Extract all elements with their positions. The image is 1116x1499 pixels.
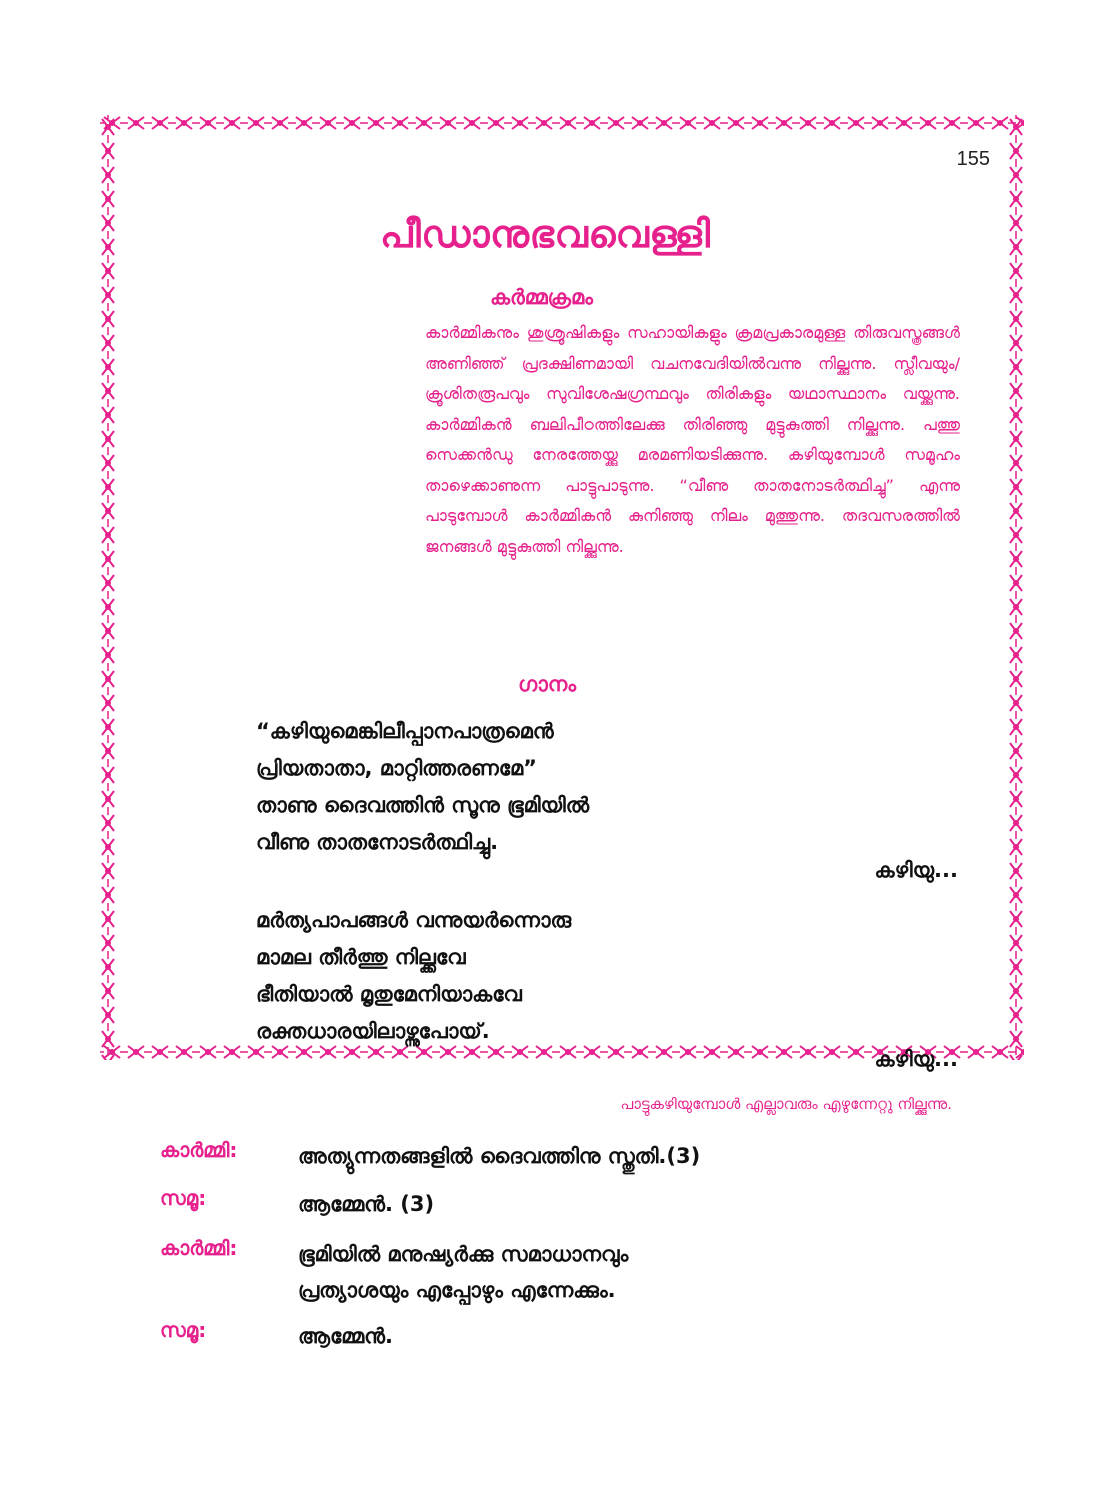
speech-text (298, 1186, 434, 1222)
verse-1 (256, 713, 856, 861)
verse-line: “കഴിയുമെങ്കിലീപ്പാനപാത്രമെൻ (256, 719, 554, 743)
speech-text (298, 1318, 393, 1354)
rubric-heading: കർമ്മക്രമം (490, 285, 593, 309)
speaker-label: കാർമ്മി: (160, 1138, 238, 1162)
verse-line: മർത്യപാപങ്ങൾ വന്നുയർന്നൊരു (256, 908, 572, 932)
verse-line: മാമല തീർത്തു നില്ക്കവേ (256, 945, 466, 969)
speech-line: ആമ്മേൻ. (3) (298, 1192, 435, 1216)
border-right (1008, 115, 1024, 1060)
verse-line: വീണു താതനോടർത്ഥിച്ചു. (256, 830, 499, 854)
border-top (100, 115, 1024, 131)
dialogue-row (160, 1138, 960, 1174)
dialogue-row (160, 1236, 960, 1308)
page-title: പീഡാനുഭവവെള്ളി (380, 212, 711, 256)
speaker-label: കാർമ്മി: (160, 1236, 238, 1260)
border-left (100, 115, 116, 1060)
speaker-label: സമൂ: (160, 1318, 207, 1342)
speech-text (298, 1236, 628, 1308)
speech-line: അത്യുന്നതങ്ങളിൽ ദൈവത്തിനു സ്തുതി.(3) (298, 1144, 701, 1168)
refrain-1: കഴിയു... (874, 858, 958, 882)
speaker-label: സമൂ: (160, 1186, 207, 1210)
speech-line: ആമ്മേൻ. (298, 1324, 394, 1348)
dialogue-row (160, 1318, 960, 1354)
speech-line: പ്രത്യാശയും എപ്പോഴും എന്നേക്കും. (298, 1278, 616, 1302)
verse-2 (256, 902, 856, 1050)
page-number: 155 (956, 148, 990, 170)
speech-text (298, 1138, 700, 1174)
refrain-2: കഴിയു... (874, 1047, 958, 1071)
verse-line: പ്രിയതാതാ, മാറ്റിത്തരണമേ” (256, 756, 537, 780)
speech-line: ഭൂമിയിൽ മനുഷ്യർക്കു സമാധാനവും (298, 1242, 629, 1266)
instruction-text: പാട്ടുകഴിയുമ്പോൾ എല്ലാവരും എഴുന്നേറ്റു നില്ക്കുന്നു. (620, 1095, 952, 1113)
verse-line: ഭീതിയാൽ മൃതുമേനിയാകവേ (256, 982, 522, 1006)
rubric-paragraph: കാർമ്മികനും ശുശ്രൂഷികളും സഹായികളും ക്രമപ്രകാരമുള്ള തിരുവസ്ത്രങ്ങൾ അണിഞ്ഞ് പ്രദക്ഷിണമായി വചനവേദിയിൽവന്നു നില്ക്കുന്നു. സ്ലീവയും/ക്രൂശിതരൂപവും സുവിശേഷഗ്രന്ഥവും തിരികളും യഥാസ്ഥാനം വയ്ക്കുന്നു. കാർമ്മികൻ ബലിപീഠത്തിലേക്കു തിരിഞ്ഞു മുട്ടുകുത്തി നില്ക്കുന്നു. പത്തു സെക്കൻഡു നേരത്തേയ്ക്കു മരമണിയടിക്കുന്നു. കഴിയുമ്പോൾ സമൂഹം താഴെക്കാണുന്ന പാട്ടുപാടുന്നു. “വീണു താതനോടർത്ഥിച്ചു” എന്നു പാടുമ്പോൾ കാർമ്മികൻ കുനിഞ്ഞു നിലം മുത്തുന്നു. തദവസരത്തിൽ ജനങ്ങൾ മുട്ടുകുത്തി നില്ക്കുന്നു. (425, 323, 960, 556)
verse-line: രക്തധാരയിലാഴ്ന്നുപോയ്. (256, 1019, 490, 1043)
dialogue-row (160, 1186, 960, 1222)
song-heading: ഗാനം (518, 672, 577, 696)
verse-line: താണു ദൈവത്തിൻ സൂനു ഭൂമിയിൽ (256, 793, 590, 817)
